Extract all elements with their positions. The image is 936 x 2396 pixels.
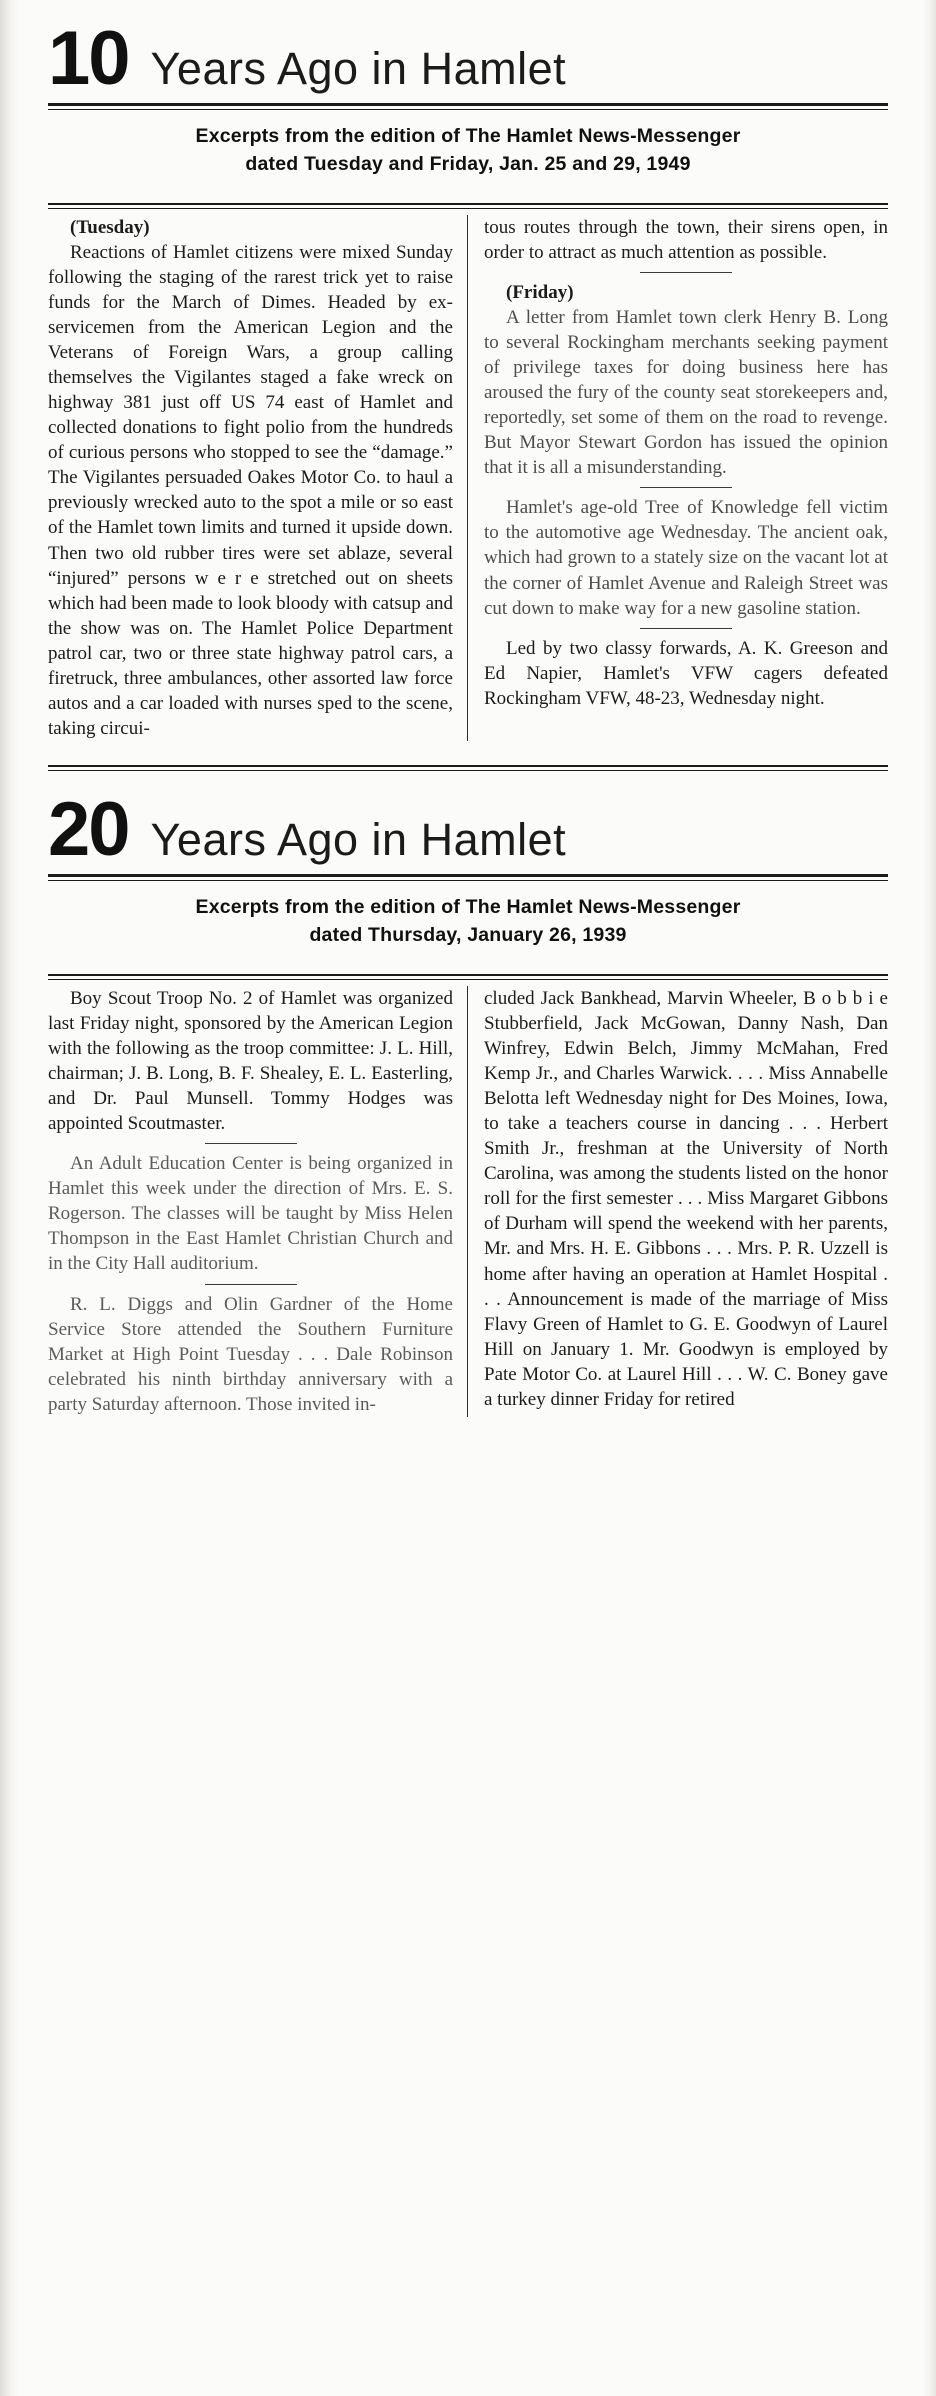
- paragraph: Boy Scout Troop No. 2 of Hamlet was organized last Friday night, sponsored by the American Legion with the following as the troop committee: J. L. Hill, chairman; J. B. Long, B. F. Shealey, E. L. Easterling, and Dr. Paul Munsell. Tommy Hodges was appointed Scoutmaster.: [48, 987, 453, 1135]
- column-left: [48, 215, 468, 742]
- article-number: 10: [48, 16, 129, 101]
- masthead-rule-heavy: [48, 103, 888, 106]
- article-columns: [34, 980, 902, 1417]
- paragraph-separator: [640, 272, 732, 273]
- masthead-rule-heavy: [48, 874, 888, 877]
- article-subhead: [34, 110, 902, 189]
- paragraph-continuation: tous routes through the town, their sirens open, in order to attract as much attention as possible.: [484, 216, 888, 263]
- subhead-rule-heavy: [48, 974, 888, 976]
- paragraph-separator: [640, 628, 732, 629]
- paragraph: An Adult Education Center is being organized in Hamlet this week under the direction of Mrs. E. S. Rogerson. The classes will be taught by Miss Helen Thompson in the East Hamlet Christian Church and in the City Hall auditorium.: [48, 1153, 453, 1275]
- article-title: Years Ago in Hamlet: [150, 814, 567, 866]
- article-masthead: [34, 781, 902, 873]
- column-right: [468, 215, 888, 742]
- article-masthead: [34, 10, 902, 101]
- paragraph: Reactions of Hamlet citizens were mixed Sunday following the staging of the rarest trick yet to raise funds for the March of Dimes. Headed by ex-servicemen from the American Legion and the Veterans of Foreign Wars, a group calling themselves the Vigilantes staged a fake wreck on highway 381 just off US 74 east of Hamlet and collected donations to fight polio from the hundreds of curious persons who stopped to see the “damage.” The Vigilantes persuaded Oakes Motor Co. to haul a previously wrecked auto to the spot a mile or so east of the Hamlet town limits and turned it upside down. Then two old rubber tires were set ablaze, several “injured” persons w e r e stretched out on sheets which had been made to look bloody with catsup and the show was on. The Hamlet Police Department patrol car, two or three state highway patrol cars, a firetruck, three ambulances, other assorted law force autos and a car loaded with nurses sped to the scene, taking circui-: [48, 241, 453, 740]
- article-columns: [34, 209, 902, 742]
- article-title: Years Ago in Hamlet: [150, 43, 567, 94]
- column-left: [48, 986, 468, 1417]
- paragraph-separator: [205, 1143, 297, 1144]
- paragraph: cluded Jack Bankhead, Marvin Wheeler, B o b b i e Stubberfield, Jack McGowan, Danny Nash, Dan Winfrey, Edwin Belch, Jimmy McMahan, Fred Kemp Jr., and Charles Warwick. . . . Miss Annabelle Belotta left Wednesday night for Des Moines, Iowa, to take a teachers course in dancing . . . Herbert Smith Jr., freshman at the University of North Carolina, was among the students listed on the honor roll for the first semester . . . Miss Margaret Gibbons of Durham will spend the weekend with her parents, Mr. and Mrs. H. E. Gibbons . . . Mrs. P. R. Uzzell is home after having an operation at Hamlet Hospital . . . Announcement is made of the marriage of Miss Flavy Green of Hamlet to G. E. Goodwyn of Laurel Hill on January 1. Mr. Goodwyn is employed by Pate Motor Co. at Laurel Hill . . . W. C. Boney gave a turkey dinner Friday for retired: [484, 987, 888, 1410]
- subhead-line-2: dated Thursday, January 26, 1939: [309, 924, 627, 947]
- paragraph: Led by two classy forwards, A. K. Greeson and Ed Napier, Hamlet's VFW cagers defeated Rockingham VFW, 48-23, Wednesday night.: [484, 637, 888, 709]
- subhead-line-1: Excerpts from the edition of The Hamlet News-Messenger: [195, 125, 741, 147]
- day-label-tuesday: (Tuesday): [70, 216, 150, 238]
- day-label-friday: (Friday): [506, 281, 574, 303]
- paragraph: R. L. Diggs and Olin Gardner of the Home Service Store attended the Southern Furniture Market at High Point Tuesday . . . Dale Robinson celebrated his ninth birthday anniversary with a party Saturday afternoon. Those invited in-: [48, 1293, 453, 1415]
- subhead-line-2: dated Tuesday and Friday, Jan. 25 and 29, 1949: [245, 153, 691, 176]
- column-right: [468, 986, 888, 1417]
- paragraph-separator: [640, 487, 732, 488]
- paragraph: Hamlet's age-old Tree of Knowledge fell victim to the automotive age Wednesday. The ancient oak, which had grown to a stately size on the vacant lot at the corner of Hamlet Avenue and Raleigh Street was cut down to make way for a new gasoline station.: [484, 497, 888, 619]
- subhead-line-1: Excerpts from the edition of The Hamlet News-Messenger: [195, 896, 741, 919]
- article-10-years-ago: [34, 0, 902, 771]
- paragraph: A letter from Hamlet town clerk Henry B. Long to several Rockingham merchants seeking payment of privilege taxes for doing business here has aroused the fury of the county seat storekeepers and, reportedly, set some of them on the road to revenge. But Mayor Stewart Gordon has issued the opinion that it is all a misunderstanding.: [484, 306, 888, 479]
- paragraph-separator: [205, 1284, 297, 1285]
- article-20-years-ago: [34, 771, 902, 1417]
- article-number: 20: [48, 787, 129, 873]
- article-bottom-rule-heavy: [48, 765, 888, 767]
- article-subhead: [34, 881, 902, 960]
- subhead-rule-heavy: [48, 203, 888, 205]
